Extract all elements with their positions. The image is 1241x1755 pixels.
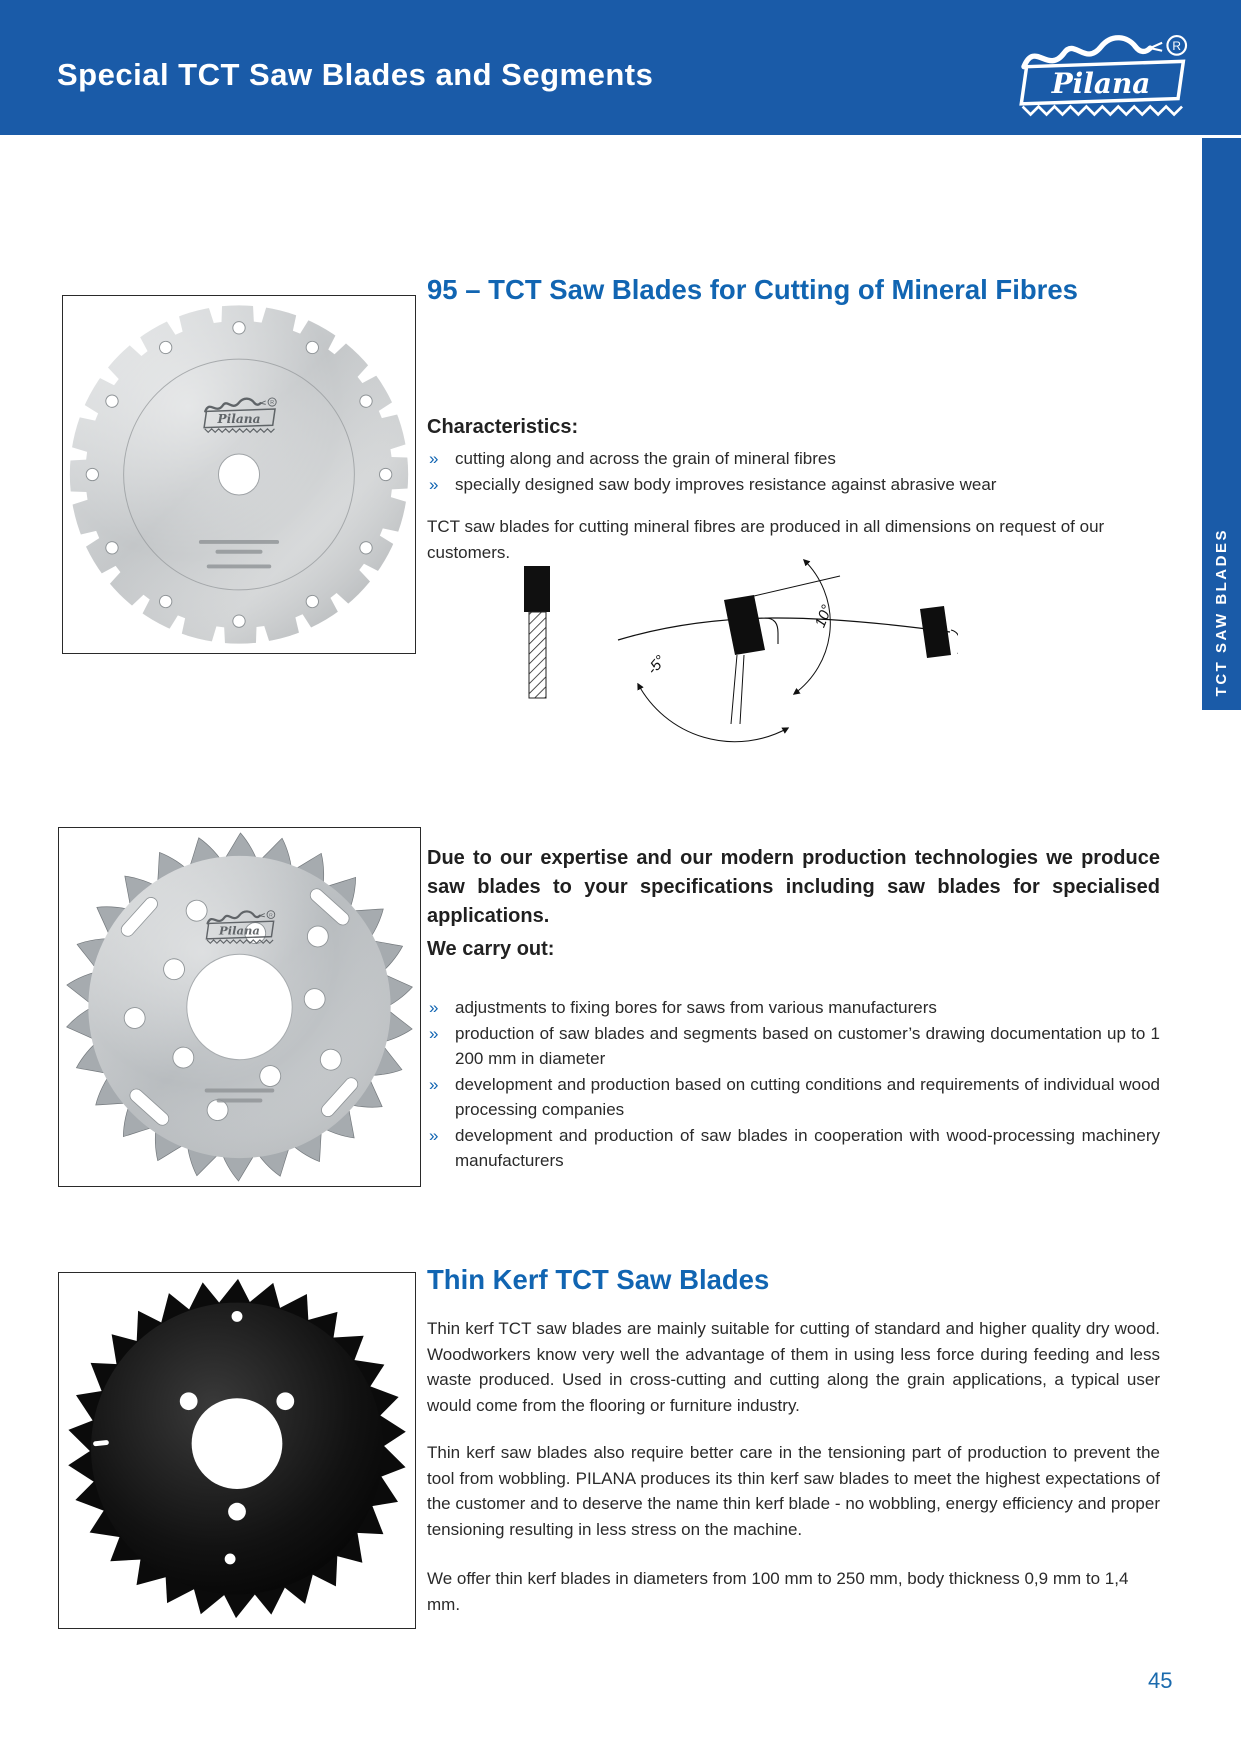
bullet-marker: » xyxy=(429,1125,439,1145)
list-item: » cutting along and across the grain of mineral fibres xyxy=(427,446,1160,472)
bullet-marker: » xyxy=(429,474,439,494)
section-heading-mineral: 95 – TCT Saw Blades for Cutting of Mineral Fibres xyxy=(427,274,1078,305)
custom-intro-paragraph: Due to our expertise and our modern production technologies we produce saw blades to your specifications including saw blades for specialised applications. xyxy=(427,847,1160,927)
list-item: » adjustments to fixing bores for saws from various manufacturers xyxy=(427,995,1160,1021)
tooth-side-view xyxy=(724,595,778,724)
page-title: Special TCT Saw Blades and Segments xyxy=(57,57,654,92)
mineral-paragraph: TCT saw blades for cutting mineral fibres are produced in all dimensions on request of our customers. xyxy=(427,517,1105,562)
thin-kerf-paragraph-1: Thin kerf TCT saw blades are mainly suitable for cutting of standard and higher quality dry wood. Woodworkers know very well the advantage of them in using less force during feeding and less waste produced. Used in cross-cutting and cutting along the grain applications, a typical user would come from the flooring or furniture industry. xyxy=(427,1319,1160,1415)
bullet-marker: » xyxy=(429,449,439,468)
figure-blade-thin-kerf xyxy=(58,1272,416,1629)
section-tab-label: TCT SAW BLADES xyxy=(1213,527,1230,696)
characteristics-title: Characteristics: xyxy=(427,416,579,438)
tooth-cross-section xyxy=(524,566,550,698)
carry-out-list xyxy=(427,995,1160,1174)
blade-bore xyxy=(218,454,259,495)
bullet-marker: » xyxy=(429,1023,439,1043)
clearance-angle-dimension xyxy=(754,560,840,694)
saw-blade-mineral-image xyxy=(63,296,415,653)
thin-kerf-paragraph-3: We offer thin kerf blades in diameters from 100 mm to 250 mm, body thickness 0,9 mm to 1,4 mm. xyxy=(427,1569,1129,1614)
section-tab xyxy=(1202,138,1241,710)
page-number: 45 xyxy=(1148,1668,1173,1693)
list-item: » development and production of saw blades in cooperation with wood-processing machinery manufacturers xyxy=(427,1123,1160,1174)
saw-blade-thin-kerf-image xyxy=(59,1273,415,1628)
characteristics-list xyxy=(427,446,1160,497)
figure-blade-custom xyxy=(58,827,421,1187)
rake-angle-label: -5° xyxy=(643,652,670,678)
bullet-marker: » xyxy=(429,1074,439,1094)
blade-bore xyxy=(192,1398,283,1489)
list-item: » production of saw blades and segments based on customer’s drawing documentation up to 1 200 mm in diameter xyxy=(427,1021,1160,1072)
list-item: » specially designed saw body improves resistance against abrasive wear xyxy=(427,472,1160,498)
figure-blade-mineral xyxy=(62,295,416,654)
bullet-marker: » xyxy=(429,998,439,1017)
carry-out-title: We carry out: xyxy=(427,938,555,960)
saw-blade-custom-image xyxy=(59,828,420,1186)
blade-bore xyxy=(187,954,292,1059)
tooth-geometry-diagram xyxy=(488,556,958,756)
list-item: » development and production based on cutting conditions and requirements of individual wood processing companies xyxy=(427,1072,1160,1123)
clearance-angle-label: 10° xyxy=(811,602,836,631)
rake-angle-dimension xyxy=(638,652,788,741)
thin-kerf-heading: Thin Kerf TCT Saw Blades xyxy=(427,1264,770,1295)
blade-rim-line xyxy=(618,618,950,640)
page-header xyxy=(0,0,1241,135)
pilana-logo-icon xyxy=(1008,18,1194,118)
tooth-side-view-2 xyxy=(920,606,958,658)
thin-kerf-paragraph-2: Thin kerf saw blades also require better care in the tensioning part of production to prevent the tool from wobbling. PILANA produces its thin kerf saw blades to meet the highest expectations of the customer and to deserve the name thin kerf blade - no wobbling, energy efficiency and proper tensioning resulting in less stress on the machine. xyxy=(427,1443,1160,1539)
